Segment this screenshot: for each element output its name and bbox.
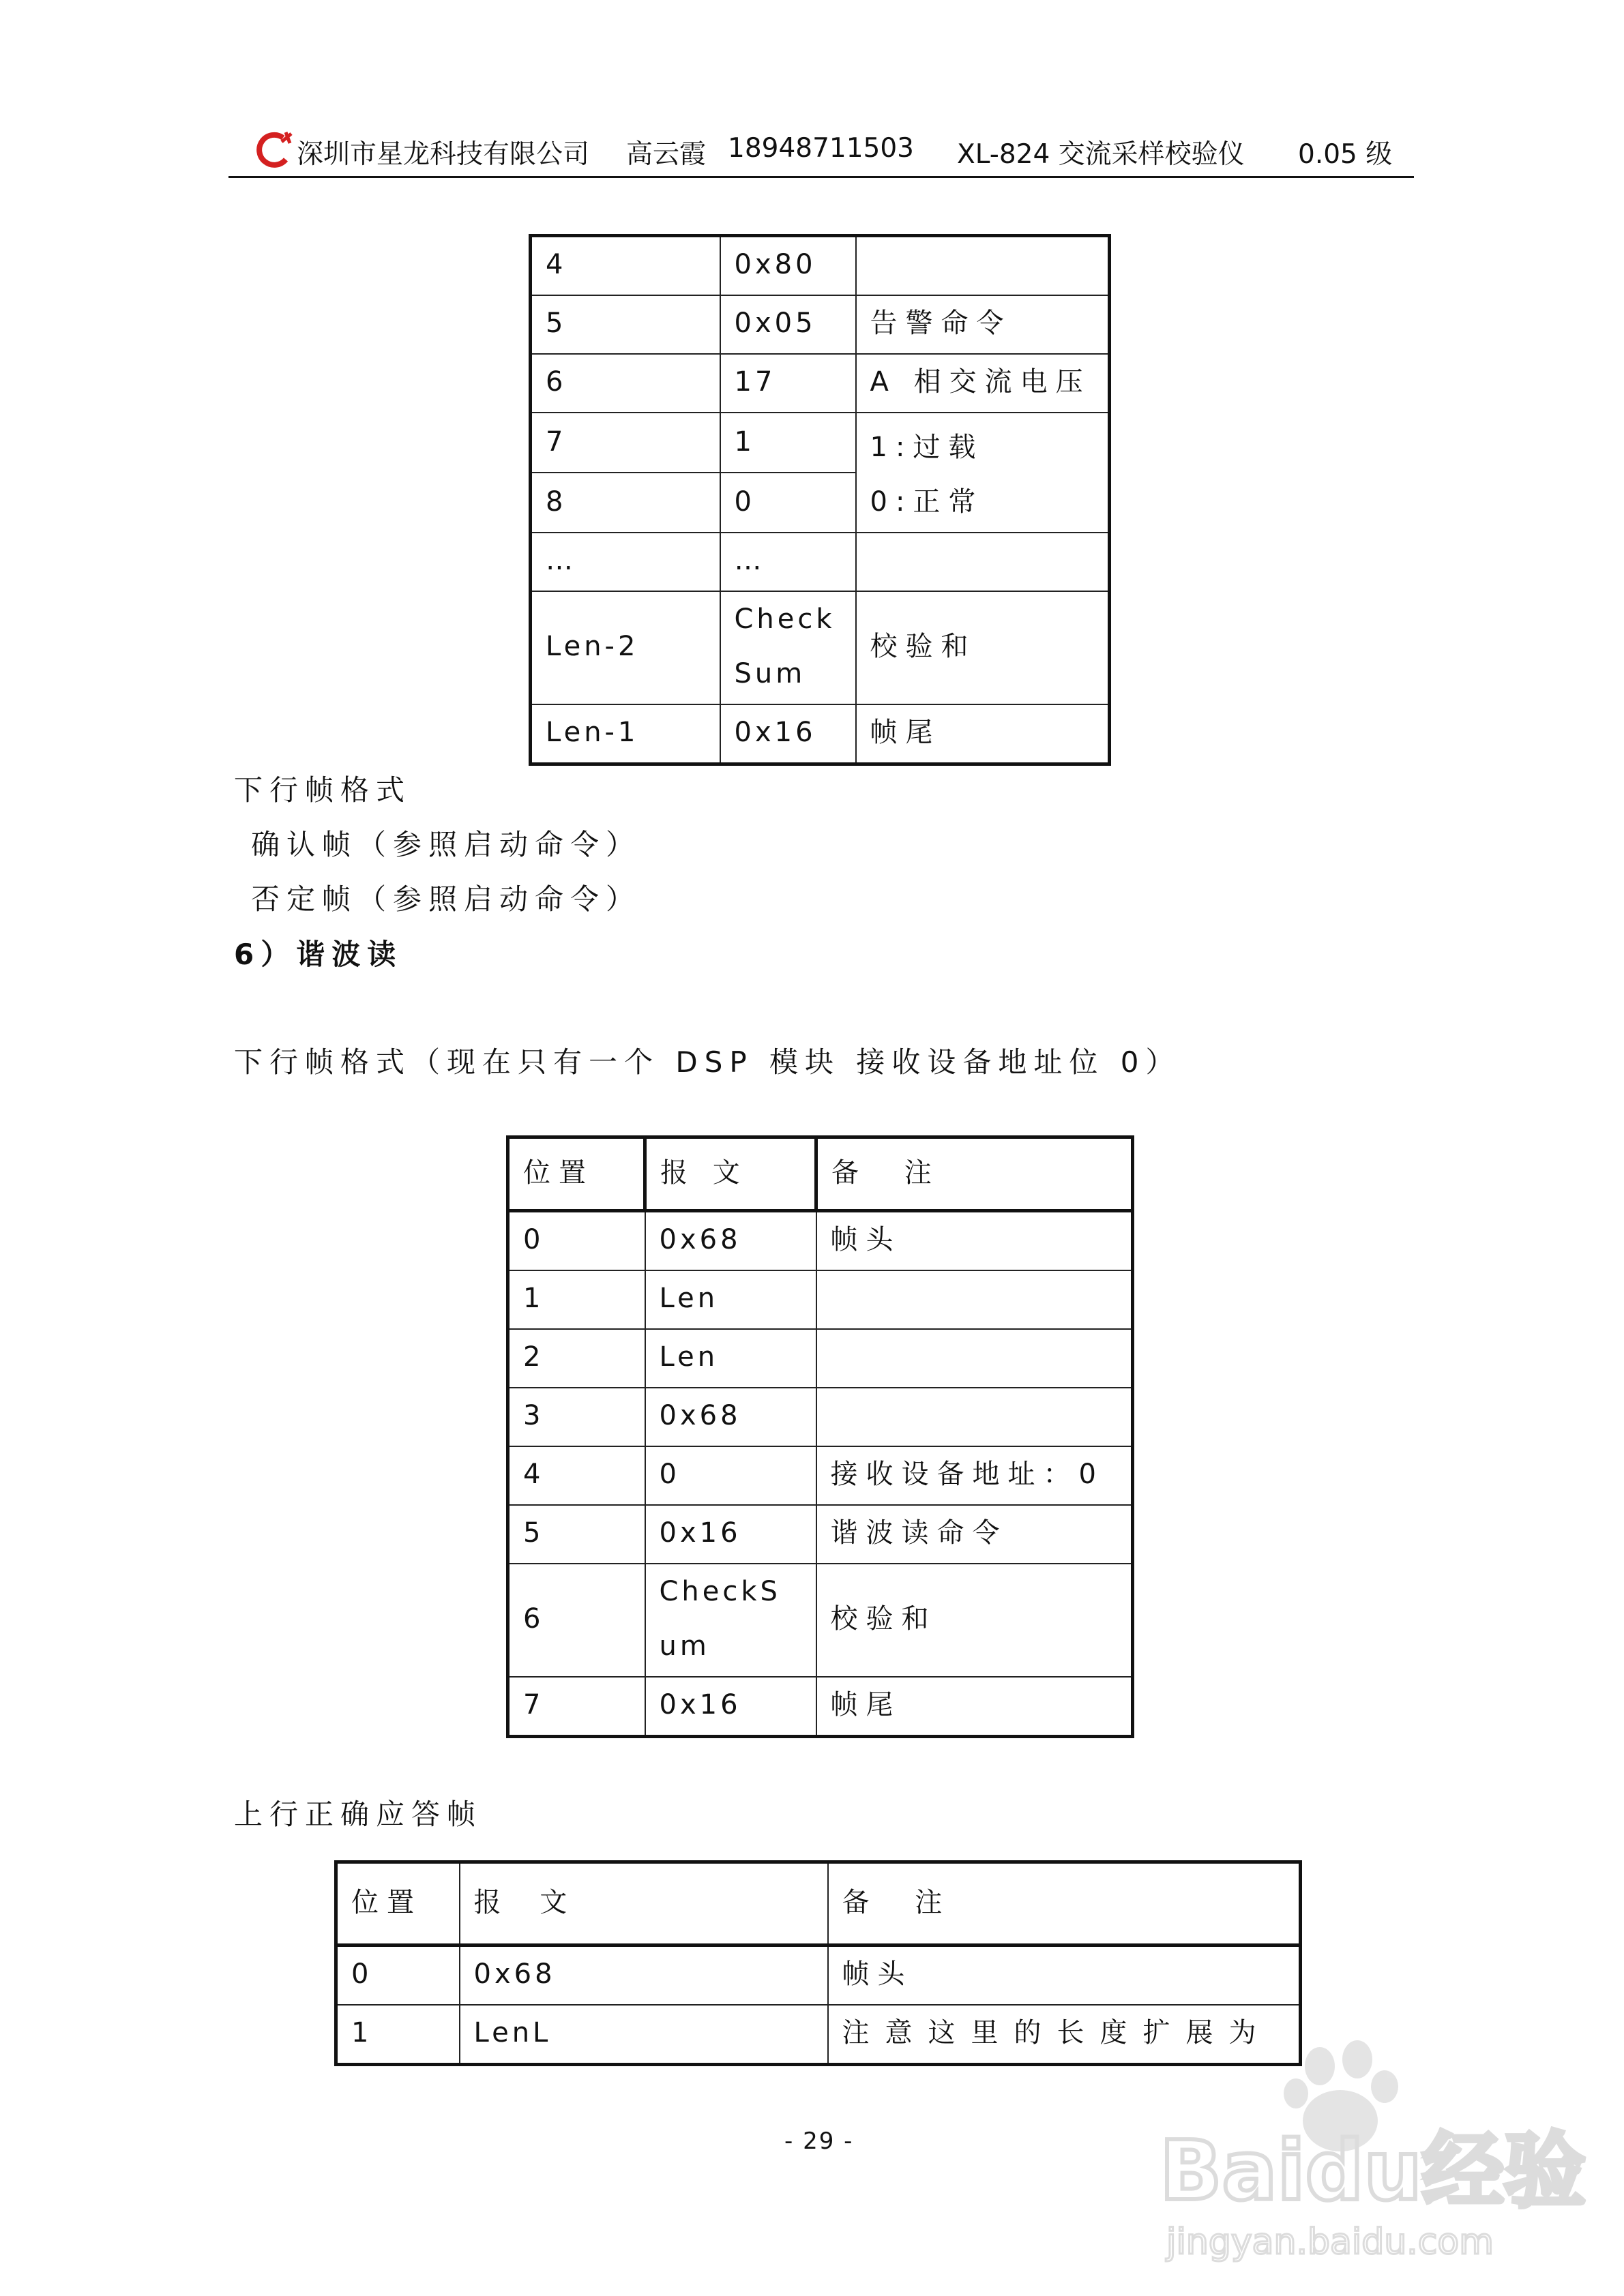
page-header [228,130,1414,178]
cell-message: Len [645,1329,816,1388]
table-row [336,1945,1301,2006]
cell-message: 1 [720,413,856,473]
uplink-reply-table [334,1860,1302,2066]
cell-message [645,1564,816,1677]
cell-note-merged [856,413,1110,533]
cell-note: 帧尾 [816,1677,1133,1737]
table-row [531,533,1110,591]
cell-position: 5 [508,1505,645,1564]
cell-position: 5 [531,295,720,354]
table-row [531,704,1110,764]
table-header-row [508,1137,1133,1211]
cell-position: … [531,533,720,591]
header-note: 备 注 [816,1137,1133,1211]
cell-message: 0x68 [645,1211,816,1271]
cell-position: 7 [508,1677,645,1737]
cell-note: 帧头 [828,1945,1301,2006]
header-message: 报 文 [645,1137,816,1211]
cell-note [816,1388,1133,1446]
company-logo-icon [256,130,294,169]
cell-message [720,591,856,704]
cell-position: Len-1 [531,704,720,764]
header-company: 深圳市星龙科技有限公司 [297,139,590,170]
cell-note: 校验和 [856,591,1110,704]
cell-message: 0x80 [720,236,856,296]
header-position: 位置 [336,1862,460,1945]
header-contact-name: 高云霞 [626,139,707,170]
cell-position: 8 [531,473,720,533]
table-row [508,1446,1133,1505]
header-message: 报 文 [460,1862,828,1945]
downlink-format-label: 下行帧格式 [234,773,412,807]
cell-message: LenL [460,2005,828,2065]
cell-message: 0x68 [460,1945,828,2006]
message-line: um [659,1630,710,1662]
cell-position: 7 [531,413,720,473]
header-product: XL-824 交流采样校验仪 [957,139,1245,170]
cell-note: 注意这里的长度扩展为 [828,2005,1301,2065]
message-line: CheckS [659,1576,781,1607]
cell-message: Len [645,1270,816,1329]
table-row [508,1211,1133,1271]
table-row [531,413,1110,473]
cell-message: 0x16 [645,1505,816,1564]
cell-position: 3 [508,1388,645,1446]
cell-position: 0 [336,1945,460,2006]
cell-note [856,533,1110,591]
message-line: Check [734,603,836,635]
table-row [508,1505,1133,1564]
watermark-brand: Baidu经验 [1160,2124,1586,2219]
table-row [508,1329,1133,1388]
table-row [531,236,1110,296]
cell-note: 接收设备地址：0 [816,1446,1133,1505]
cell-position: 1 [336,2005,460,2065]
note-line: 0:正常 [870,486,984,518]
baidu-jingyan-watermark [1153,2039,1586,2264]
header-note: 备 注 [828,1862,1301,1945]
cell-note: 校验和 [816,1564,1133,1677]
table-row [508,1564,1133,1677]
section-title: 6）谐波读 [234,938,403,971]
cell-message: 17 [720,354,856,413]
cell-note: 帧头 [816,1211,1133,1271]
note-line: 1:过载 [870,432,984,463]
cell-position: 0 [508,1211,645,1271]
cell-note: 帧尾 [856,704,1110,764]
uplink-correct-label: 上行正确应答帧 [234,1798,483,1831]
cell-message: 0x16 [645,1677,816,1737]
table-row [508,1270,1133,1329]
downlink-note: 下行帧格式（现在只有一个 DSP 模块 接收设备地址位 0） [234,1045,1181,1079]
header-phone: 18948711503 [728,133,914,164]
cell-note: 告警命令 [856,295,1110,354]
harmonic-read-downlink-table [506,1135,1134,1738]
cell-message: 0 [645,1446,816,1505]
cell-position: 4 [531,236,720,296]
cell-note [816,1329,1133,1388]
cell-note [856,236,1110,296]
watermark-url: jingyan.baidu.com [1166,2222,1494,2263]
alarm-frame-table [529,234,1111,766]
cell-position: 1 [508,1270,645,1329]
table-header-row [336,1862,1301,1945]
cell-message: 0x68 [645,1388,816,1446]
cell-message: 0x16 [720,704,856,764]
cell-position: 6 [508,1564,645,1677]
deny-frame-label: 否定帧（参照启动命令） [251,882,642,916]
header-grade: 0.05 级 [1298,139,1393,170]
cell-position: 4 [508,1446,645,1505]
message-line: Sum [734,658,806,689]
cell-message: 0 [720,473,856,533]
cell-note: 谐波读命令 [816,1505,1133,1564]
cell-note [816,1270,1133,1329]
cell-position: 2 [508,1329,645,1388]
table-row [508,1677,1133,1737]
table-row [531,354,1110,413]
cell-position: 6 [531,354,720,413]
page-number: - 29 - [784,2128,854,2155]
cell-message: 0x05 [720,295,856,354]
cell-message: … [720,533,856,591]
confirm-frame-label: 确认帧（参照启动命令） [251,828,642,861]
cell-position: Len-2 [531,591,720,704]
table-row [531,591,1110,704]
table-row [508,1388,1133,1446]
table-row [531,295,1110,354]
header-position: 位置 [508,1137,645,1211]
cell-note: A 相交流电压 [856,354,1110,413]
